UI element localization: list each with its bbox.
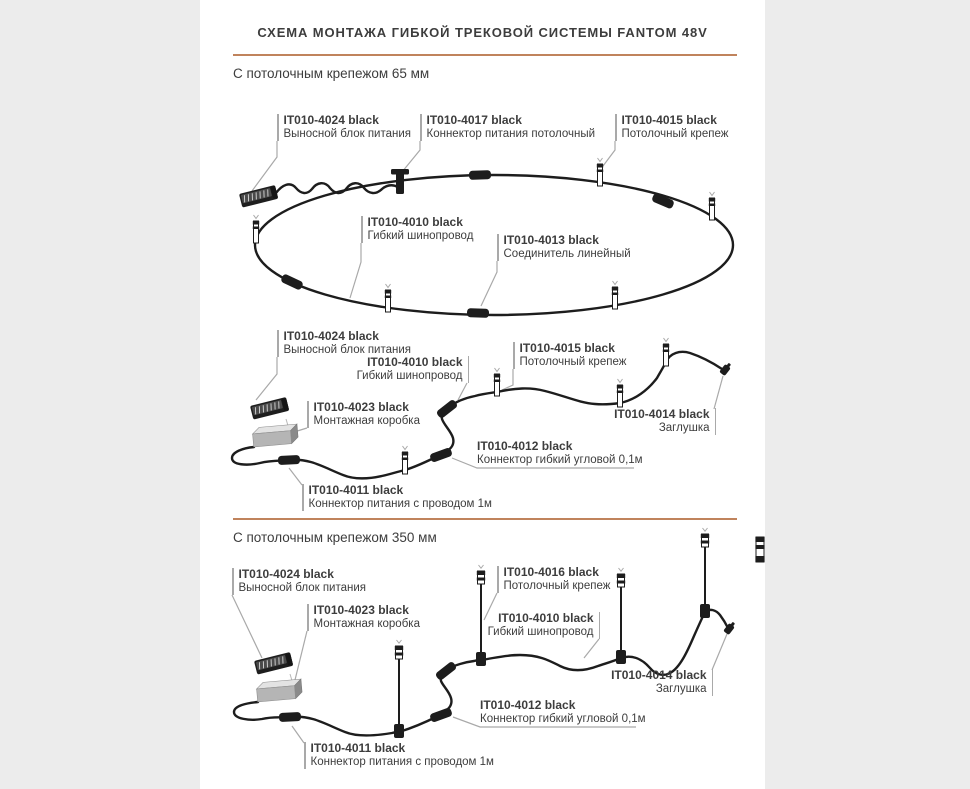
label-4015-oval xyxy=(615,114,728,141)
part-name: Выносной блок питания xyxy=(283,127,412,140)
label-pointer-bar xyxy=(468,356,470,383)
ceiling-mount-pin xyxy=(617,379,623,407)
label-pointer-bar xyxy=(497,566,499,593)
label-4014-wave65 xyxy=(614,408,716,435)
label-pointer-bar xyxy=(307,401,309,428)
power-supply-unit xyxy=(250,397,289,420)
corner-connector xyxy=(436,399,459,420)
label-pointer-bar xyxy=(497,234,499,261)
part-code: IT010-4015 black xyxy=(519,341,615,355)
ceiling-mount-pin xyxy=(385,284,391,312)
linear-connector xyxy=(467,308,489,318)
part-code: IT010-4010 black xyxy=(498,611,594,625)
label-4012-wave350 xyxy=(480,699,646,726)
part-name: Выносной блок питания xyxy=(238,581,367,594)
part-name: Коннектор гибкий угловой 0,1м xyxy=(480,712,646,725)
label-4017-oval xyxy=(420,114,595,141)
rod-track-fitting xyxy=(394,724,404,738)
linear-connector xyxy=(280,273,304,290)
label-pointer-bar xyxy=(277,330,279,357)
power-connector-1m xyxy=(279,712,301,722)
mounting-box xyxy=(256,679,302,702)
ceiling-mount-350 xyxy=(477,565,485,584)
label-4024-oval xyxy=(277,114,411,141)
part-code: IT010-4013 black xyxy=(503,233,599,247)
part-name: Гибкий шинопровод xyxy=(356,369,463,382)
power-supply-unit xyxy=(254,652,293,675)
part-code: IT010-4024 black xyxy=(283,329,379,343)
part-name: Соединитель линейный xyxy=(503,247,631,260)
ceiling-mount-pin xyxy=(597,158,603,186)
label-4011-wave65 xyxy=(302,484,492,511)
part-name: Коннектор гибкий угловой 0,1м xyxy=(477,453,643,466)
ceiling-mount-350 xyxy=(617,568,625,587)
power-connector-1m xyxy=(278,455,300,465)
part-name: Заглушка xyxy=(655,682,707,695)
part-name: Коннектор питания с проводом 1м xyxy=(310,755,494,768)
rod-track-fitting xyxy=(476,652,486,666)
part-code: IT010-4014 black xyxy=(614,407,710,421)
part-code: IT010-4010 black xyxy=(367,355,463,369)
power-supply-unit xyxy=(239,185,278,208)
part-code: IT010-4016 black xyxy=(503,565,599,579)
label-4012-wave65 xyxy=(477,440,643,467)
ceiling-mount-pin xyxy=(402,446,408,474)
ceiling-mount-pin xyxy=(253,215,259,243)
label-4010-oval xyxy=(361,216,473,243)
ceiling-mount-pin xyxy=(494,368,500,396)
part-code: IT010-4014 black xyxy=(611,668,707,682)
part-name: Гибкий шинопровод xyxy=(367,229,474,242)
part-name: Заглушка xyxy=(658,421,710,434)
rod-track-fitting xyxy=(616,650,626,664)
part-name: Потолочный крепеж xyxy=(519,355,627,368)
part-code: IT010-4011 black xyxy=(308,483,404,497)
part-name: Потолочный крепеж xyxy=(503,579,611,592)
corner-connector xyxy=(429,447,453,463)
label-pointer-bar xyxy=(615,114,617,141)
label-4015-wave65 xyxy=(513,342,626,369)
ceiling-mount-350 xyxy=(701,528,709,547)
label-pointer-bar xyxy=(304,742,306,769)
ceiling-mount-350 xyxy=(395,640,403,659)
part-code: IT010-4017 black xyxy=(426,113,522,127)
label-pointer-bar xyxy=(302,484,304,511)
ceiling-mount-pin xyxy=(612,281,618,309)
label-pointer-bar xyxy=(599,612,601,639)
part-name: Монтажная коробка xyxy=(313,617,420,630)
ceiling-mount-pin xyxy=(709,192,715,220)
part-code: IT010-4023 black xyxy=(313,603,409,617)
part-code: IT010-4010 black xyxy=(367,215,463,229)
linear-connector xyxy=(469,170,491,180)
mounting-box xyxy=(252,424,298,447)
part-code: IT010-4011 black xyxy=(310,741,406,755)
part-name: Гибкий шинопровод xyxy=(487,625,594,638)
page-title: СХЕМА МОНТАЖА ГИБКОЙ ТРЕКОВОЙ СИСТЕМЫ FANTOM 48V xyxy=(257,25,708,40)
label-4024-wave65 xyxy=(277,330,411,357)
label-pointer-bar xyxy=(715,408,717,435)
divider-line xyxy=(233,54,737,56)
part-name: Потолочный крепеж xyxy=(621,127,729,140)
label-pointer-bar xyxy=(420,114,422,141)
label-4013-oval xyxy=(497,234,631,261)
part-name: Коннектор питания с проводом 1м xyxy=(308,497,492,510)
part-code: IT010-4024 black xyxy=(238,567,334,581)
label-4011-wave350 xyxy=(304,742,494,769)
label-4010-wave65 xyxy=(357,356,469,383)
part-code: IT010-4023 black xyxy=(313,400,409,414)
part-code: IT010-4015 black xyxy=(621,113,717,127)
corner-connector xyxy=(429,707,453,723)
section-heading-65mm: С потолочным крепежом 65 мм xyxy=(233,66,430,81)
label-pointer-bar xyxy=(232,568,234,595)
label-pointer-bar xyxy=(307,604,309,631)
part-code: IT010-4012 black xyxy=(480,698,576,712)
part-code: IT010-4012 black xyxy=(477,439,573,453)
divider-line xyxy=(233,518,737,520)
spare-mount-component xyxy=(755,537,764,562)
label-pointer-bar xyxy=(712,669,714,696)
corner-connector xyxy=(435,661,458,682)
label-pointer-bar xyxy=(361,216,363,243)
part-name: Монтажная коробка xyxy=(313,414,420,427)
part-code: IT010-4024 black xyxy=(283,113,379,127)
section-heading-350mm: С потолочным крепежом 350 мм xyxy=(233,530,437,545)
rod-track-fitting xyxy=(700,604,710,618)
label-4023-wave350 xyxy=(307,604,420,631)
label-4014-wave350 xyxy=(611,669,713,696)
diagram-oval-65mm xyxy=(239,158,733,318)
label-4016-wave350 xyxy=(497,566,610,593)
label-4023-wave65 xyxy=(307,401,420,428)
label-4010-wave350 xyxy=(488,612,600,639)
part-name: Выносной блок питания xyxy=(283,343,412,356)
label-pointer-bar xyxy=(277,114,279,141)
part-name: Коннектор питания потолочный xyxy=(426,127,596,140)
ceiling-mount-pin xyxy=(663,338,669,366)
label-4024-wave350 xyxy=(232,568,366,595)
label-pointer-bar xyxy=(513,342,515,369)
